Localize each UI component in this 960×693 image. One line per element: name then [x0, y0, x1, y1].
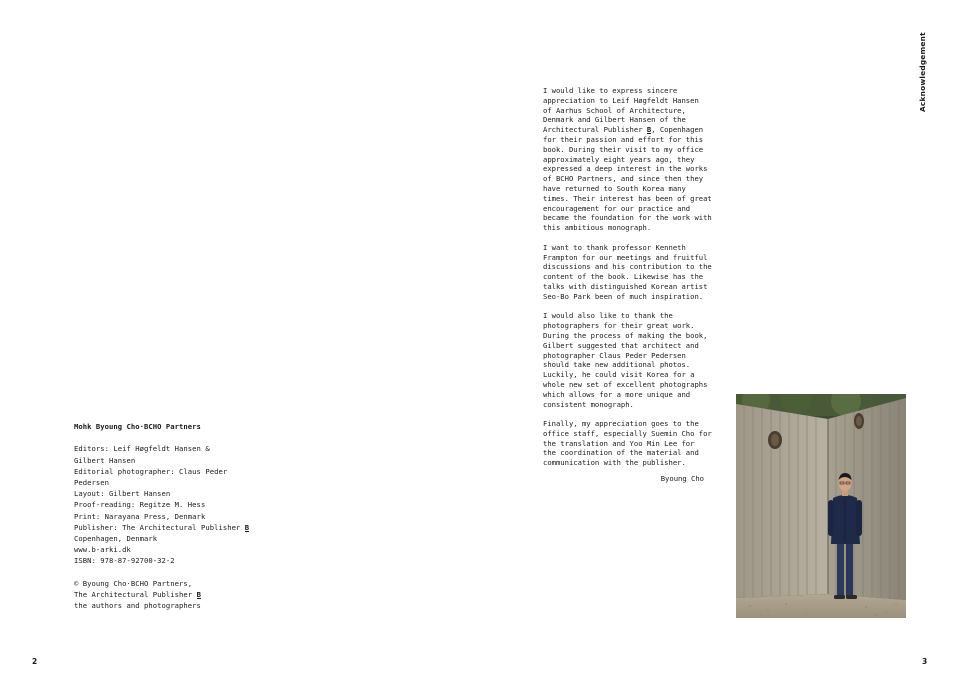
page-number-left: 2 [32, 657, 38, 666]
paragraph-line: discussions and his contribution to the [543, 262, 712, 272]
paragraph-line: have returned to South Korea many [543, 183, 686, 193]
copyright-publisher: The Architectural Publisher [74, 590, 193, 600]
publisher-logo-icon: B [196, 590, 201, 600]
credit-line: Gilbert Hansen [74, 455, 136, 465]
acknowledgement-text [543, 86, 713, 484]
paragraph-line: the translation and Yoo Min Lee for [543, 438, 695, 448]
credit-line: Pedersen [74, 478, 110, 487]
copyright-line: the authors and photographers [74, 601, 201, 611]
paragraph-line: for their passion and effort for this [543, 134, 704, 144]
publisher-logo-icon: B [646, 125, 652, 135]
paragraph-line: appreciation to Leif Høgfeldt Hansen [543, 95, 699, 105]
credit-line: Layout: Gilbert Hansen [74, 489, 171, 499]
paragraph-line: content of the book. Likewise has the [543, 272, 704, 282]
website-link[interactable]: www.b-arki.dk [74, 545, 131, 555]
paragraph-line [543, 125, 713, 135]
paragraph-line: book. During their visit to my office [543, 144, 704, 154]
paragraph-line: of BCHO Partners, and since then they [543, 174, 704, 184]
paragraph-line: expressed a deep interest in the works [543, 164, 708, 174]
publisher-city: , Copenhagen [651, 125, 704, 135]
paragraph-line: Finally, my appreciation goes to the [543, 419, 699, 429]
paragraph-line: times. Their interest has been of great [543, 193, 712, 203]
paragraph-line: whole new set of excellent photographs [543, 379, 708, 389]
paragraph-line: I would like to express sincere [543, 86, 678, 95]
colophon-title: Mohk Byoung Cho·BCHO Partners [74, 422, 201, 431]
credit-line: Copenhagen, Denmark [74, 534, 158, 544]
paragraph-line: should take new additional photos. [543, 360, 691, 370]
paragraph-line: of Aarhus School of Architecture, [543, 105, 686, 115]
paragraph-line: Luckily, he could visit Korea for a [543, 370, 695, 380]
credit-line: Editors: Leif Høgfeldt Hansen & [74, 444, 210, 454]
paragraph-line: I want to thank professor Kenneth [543, 242, 686, 252]
paragraph-line: which allows for a more unique and [543, 389, 691, 399]
paragraph-line: talks with distinguished Korean artist [543, 281, 708, 291]
paragraph-line: Gilbert suggested that architect and [543, 340, 699, 350]
credit-line: Proof-reading: Regitze M. Hess [74, 500, 206, 510]
paragraph-line: I would also like to thank the [543, 311, 673, 321]
credit-line: Editorial photographer: Claus Peder [74, 466, 228, 476]
paragraph-line: Frampton for our meetings and fruitful [543, 252, 708, 262]
copyright-line: © Byoung Cho·BCHO Partners, [74, 578, 193, 588]
section-label: Acknowledgement [918, 32, 927, 112]
paragraph-line: photographers for their great work. [543, 321, 695, 331]
copyright-line [74, 589, 274, 600]
page-number-right: 3 [922, 657, 928, 666]
paragraph-line: approximately eight years ago, they [543, 154, 695, 164]
paragraph-line: During the process of making the book, [543, 330, 708, 340]
paragraph-line: communication with the publisher. [543, 458, 686, 468]
paragraph-line: this ambitious monograph. [543, 223, 652, 233]
paragraph-line: became the foundation for the work with [543, 213, 712, 223]
paragraph-line: consistent monograph. [543, 399, 634, 409]
credit-line: Print: Narayana Press, Denmark [74, 511, 206, 521]
publisher-logo-icon: B [244, 522, 250, 532]
paragraph-line: encouragement for our practice and [543, 203, 691, 213]
publisher-text: Architectural Publisher [543, 125, 643, 135]
signature: Byoung Cho [660, 474, 704, 484]
colophon [74, 421, 274, 611]
paragraph-line: office staff, especially Suemin Cho for [543, 428, 712, 438]
publisher-text: Publisher: The Architectural Publisher [74, 522, 241, 532]
paragraph-line: photographer Claus Peder Pedersen [543, 350, 686, 360]
publisher-line [74, 522, 274, 533]
paragraph-line: the coordination of the material and [543, 448, 699, 458]
portrait-photo [736, 394, 906, 618]
isbn-line: ISBN: 978-87-92700-32-2 [74, 556, 175, 566]
paragraph-line: Seo-Bo Park been of much inspiration. [543, 291, 704, 301]
paragraph-line: Denmark and Gilbert Hansen of the [543, 115, 686, 125]
